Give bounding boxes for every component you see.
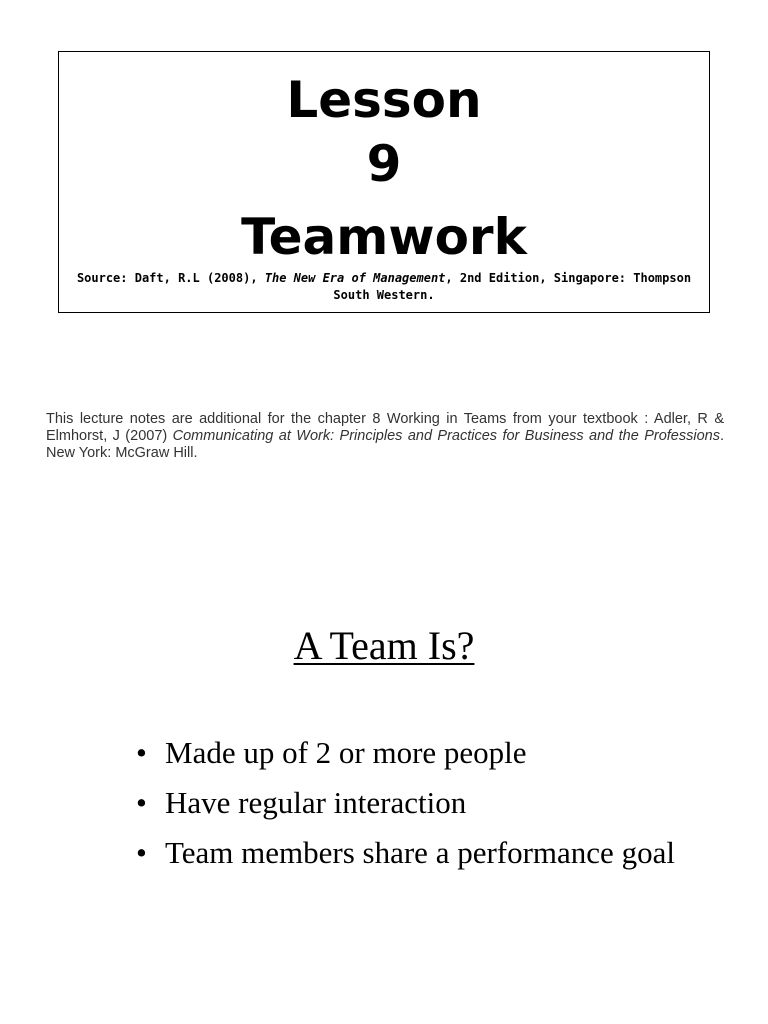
source-citation bbox=[69, 270, 699, 304]
lesson-number: 9 bbox=[366, 135, 402, 193]
title-box bbox=[58, 51, 710, 313]
lecture-note bbox=[46, 411, 724, 462]
bullet-text: Made up of 2 or more people bbox=[165, 735, 527, 770]
bullet-icon: • bbox=[136, 785, 147, 820]
source-prefix: Source: Daft, R.L (2008), bbox=[76, 271, 265, 285]
lecture-note-book-title: Communicating at Work: Principles and Practices for Business and the Professions bbox=[172, 428, 720, 444]
bullet-list bbox=[136, 734, 696, 884]
source-book-title: The New Era of Management bbox=[264, 271, 446, 285]
lecture-note-text: This lecture notes are additional for the chapter 8 Working in Teams from your textbook : Adler, R & Elmhorst, J (2007) bbox=[46, 411, 724, 444]
list-item bbox=[136, 734, 696, 772]
lesson-topic: Teamwork bbox=[241, 208, 527, 266]
bullet-icon: • bbox=[136, 735, 147, 770]
bullet-text: Team members share a performance goal bbox=[165, 835, 675, 870]
bullet-icon: • bbox=[136, 835, 147, 870]
lesson-title-line-1: Lesson bbox=[286, 71, 482, 129]
source-suffix: , 2nd Edition, Singapore: Thompson South Western. bbox=[333, 271, 692, 302]
lecture-note-publisher: . New York: McGraw Hill. bbox=[46, 428, 724, 461]
slide-heading: A Team Is? bbox=[293, 623, 475, 668]
bullet-text: Have regular interaction bbox=[165, 785, 467, 820]
list-item bbox=[136, 834, 696, 872]
list-item bbox=[136, 784, 696, 822]
